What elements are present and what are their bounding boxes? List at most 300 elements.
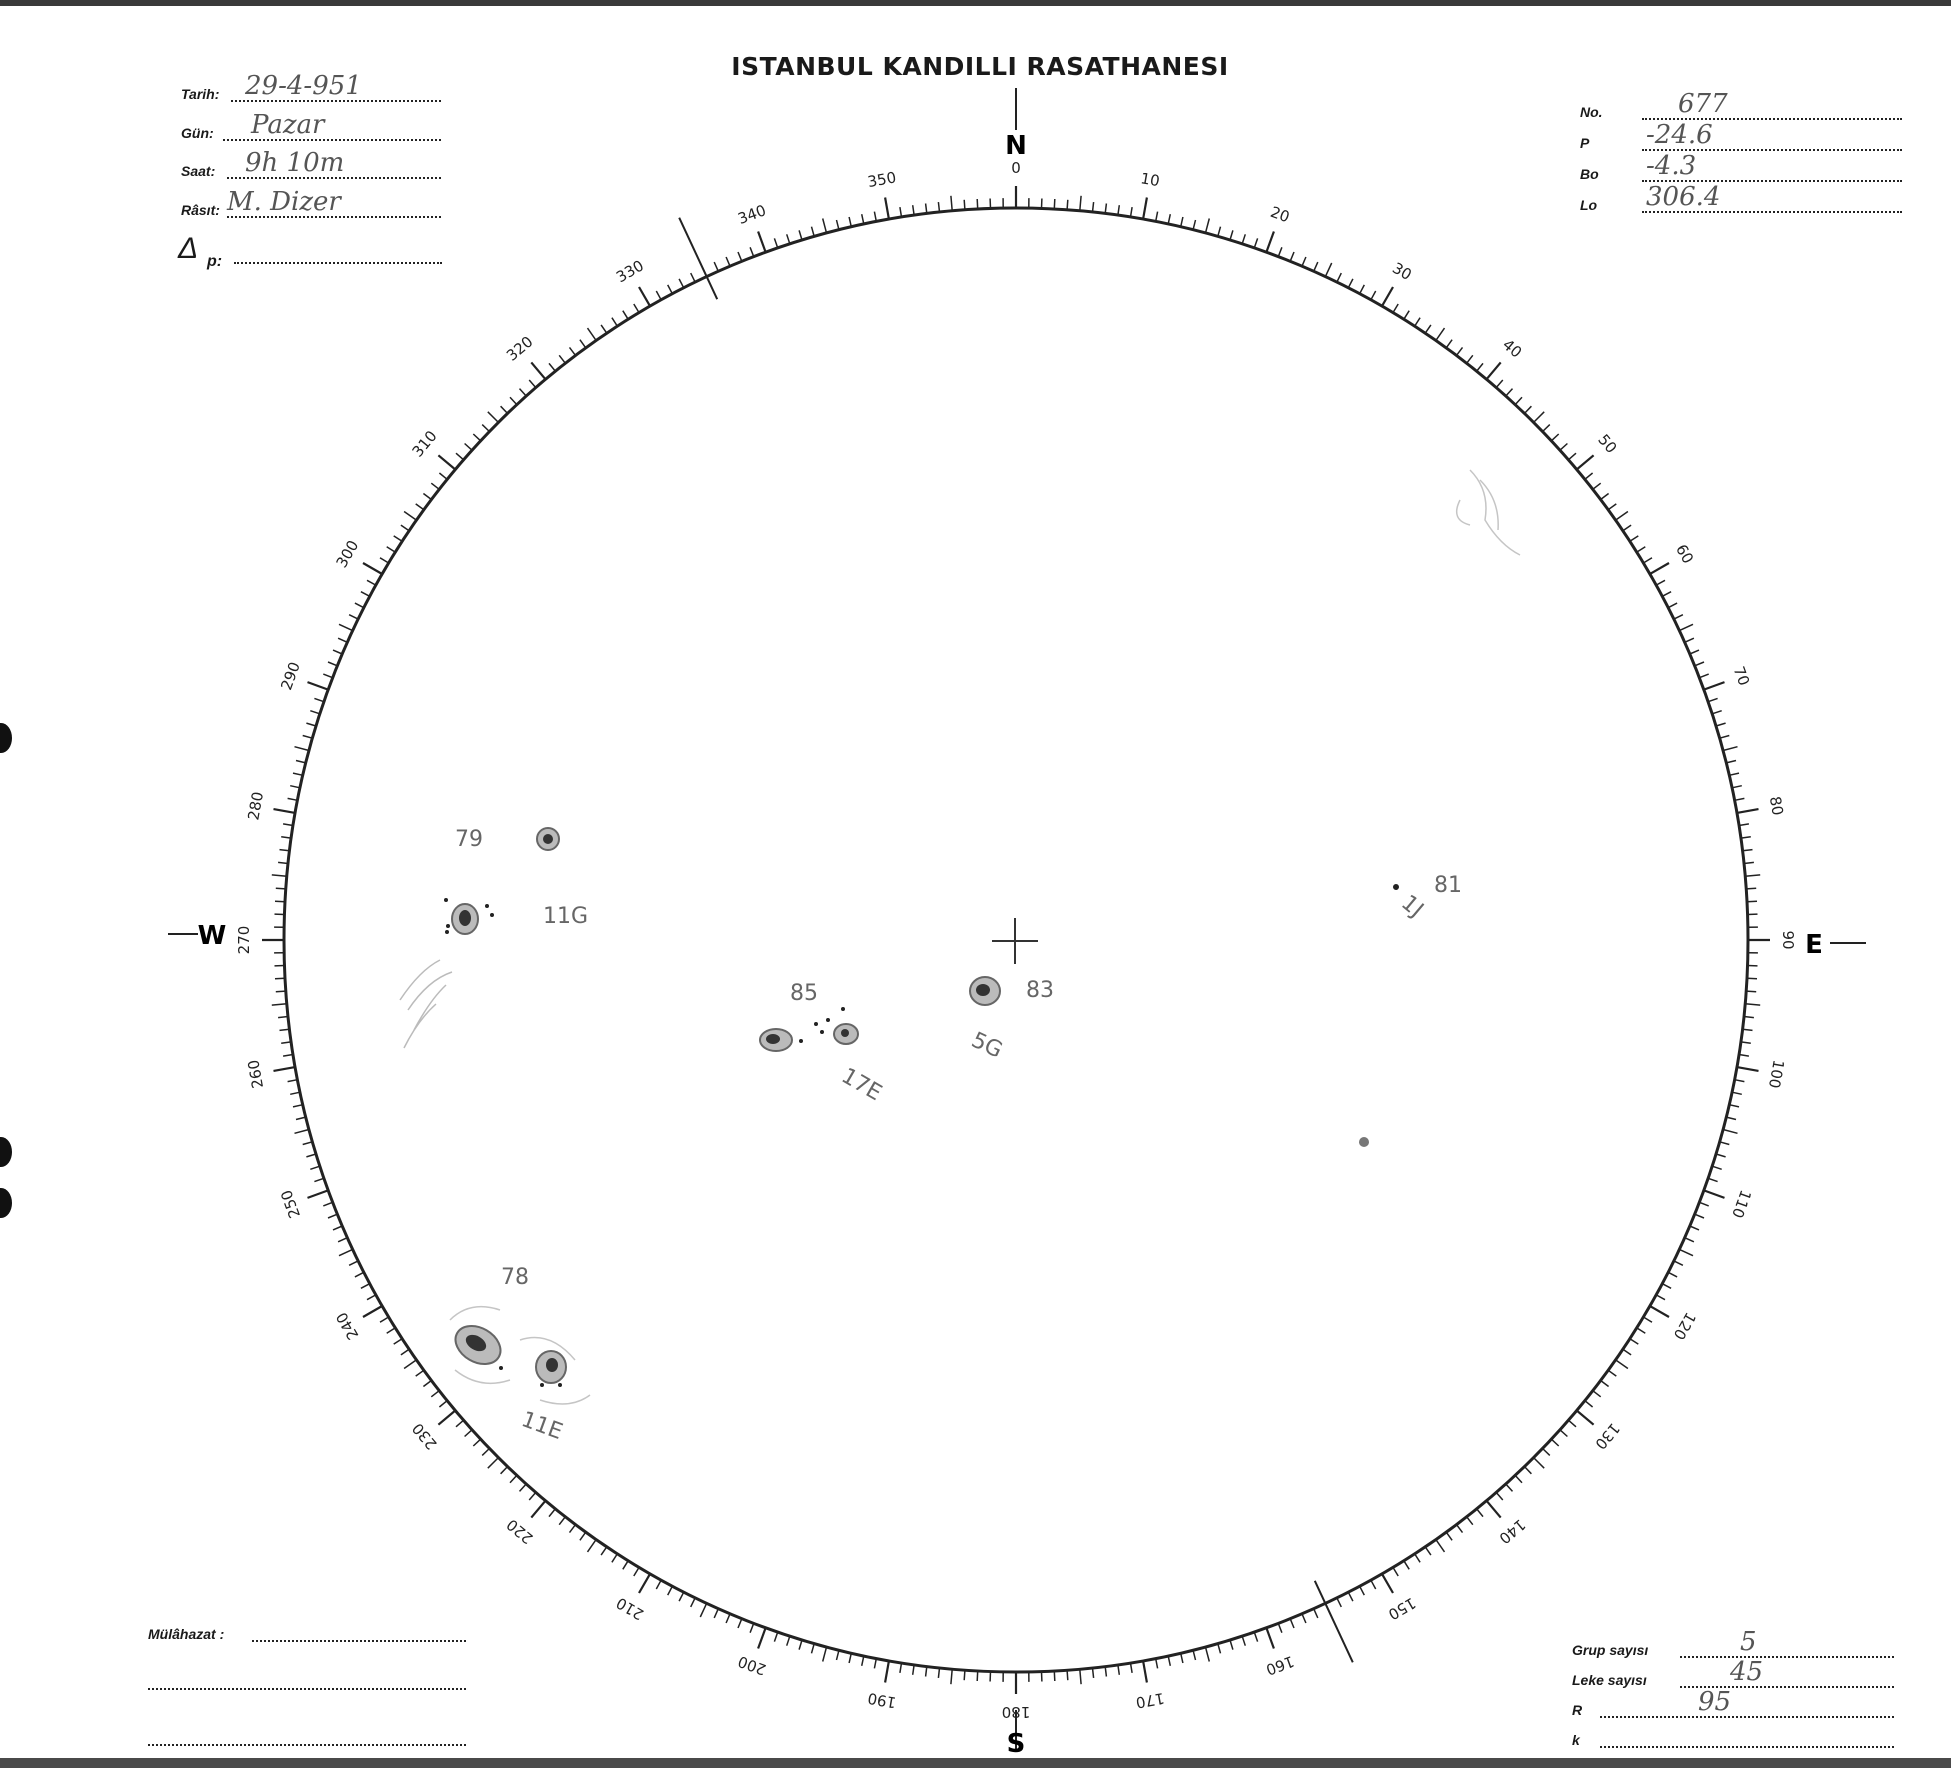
degree-tick [1551, 434, 1558, 441]
degree-tick [283, 1055, 293, 1057]
degree-label: 70 [1729, 663, 1754, 689]
degree-label: 320 [503, 332, 537, 365]
degree-tick [339, 1249, 353, 1255]
degree-tick [488, 1458, 499, 1469]
degree-tick [1534, 412, 1545, 423]
south-label: S [1006, 1729, 1026, 1759]
degree-tick [1623, 525, 1631, 531]
degree-tick [520, 389, 527, 396]
l0-label: Lo [1580, 197, 1598, 213]
degree-tick [1739, 1055, 1749, 1057]
degree-tick [510, 1475, 517, 1482]
degree-tick [738, 252, 742, 261]
east-label: E [1805, 930, 1823, 960]
p-label: P [1580, 135, 1590, 151]
degree-tick [1193, 1650, 1195, 1660]
degree-tick [1679, 1249, 1693, 1255]
sunspot-group-11g [400, 898, 494, 1048]
degree-tick [387, 1328, 396, 1333]
degree-tick [1325, 263, 1331, 277]
degree-tick [1525, 1467, 1532, 1474]
degree-tick [1704, 1190, 1725, 1198]
degree-tick [623, 311, 628, 320]
degree-tick [1577, 1411, 1594, 1425]
l0-value: 306.4 [1646, 182, 1721, 212]
degree-tick [874, 1659, 876, 1669]
degree-tick [1735, 798, 1745, 800]
degree-tick [938, 1668, 939, 1678]
degree-label: 80 [1765, 794, 1787, 817]
degree-tick [1156, 212, 1158, 222]
delta-symbol: Δ [178, 232, 199, 265]
degree-tick [1741, 1042, 1751, 1043]
degree-label: 20 [1267, 202, 1293, 227]
degree-tick [900, 207, 902, 217]
degree-tick [951, 196, 952, 211]
degree-tick [580, 1532, 586, 1540]
degree-label: 100 [1764, 1058, 1788, 1090]
degree-tick [295, 1130, 309, 1134]
degree-tick [787, 234, 790, 244]
sunspot-group-83 [970, 977, 1000, 1005]
degree-tick [1278, 247, 1282, 256]
day-value: Pazar [251, 110, 325, 140]
degree-tick [601, 325, 607, 333]
delta-p-label: p: [207, 253, 223, 270]
degree-tick [404, 1360, 416, 1369]
group-78-label: 78 [501, 1265, 529, 1290]
degree-tick [1487, 362, 1501, 379]
degree-tick [601, 1547, 607, 1555]
degree-tick [758, 1628, 766, 1649]
degree-tick [416, 504, 424, 510]
north-label: N [1005, 131, 1027, 161]
degree-tick [1593, 483, 1601, 489]
degree-tick [281, 837, 291, 838]
degree-tick [1723, 1130, 1737, 1134]
degree-tick [1744, 1017, 1754, 1018]
degree-label: 140 [1495, 1515, 1529, 1548]
degree-tick [308, 682, 329, 690]
degree-tick [1477, 1509, 1483, 1517]
degree-label: 220 [503, 1515, 537, 1548]
degree-tick [1143, 198, 1147, 220]
degree-label: 330 [613, 256, 647, 287]
number-label: No. [1580, 104, 1603, 120]
degree-tick [900, 1663, 902, 1673]
degree-tick [1080, 196, 1081, 211]
degree-tick [1650, 563, 1669, 574]
group-1j-label: 1J [1396, 890, 1428, 923]
degree-label: 150 [1385, 1593, 1419, 1624]
degree-tick [1278, 1623, 1282, 1632]
degree-tick [1679, 624, 1693, 630]
degree-label: 30 [1389, 258, 1415, 284]
degree-tick [1477, 363, 1483, 371]
b0-label: Bo [1580, 166, 1599, 182]
degree-tick [559, 1517, 565, 1525]
degree-tick [323, 674, 332, 678]
remarks-line-2[interactable] [148, 1660, 466, 1694]
degree-label: 350 [866, 168, 898, 192]
degree-tick [295, 747, 309, 751]
degree-tick [612, 318, 617, 326]
degree-tick [290, 786, 300, 788]
degree-tick [1054, 199, 1055, 209]
degree-tick [639, 287, 650, 306]
spots-label: Leke sayısı [1572, 1672, 1647, 1688]
spots-value: 45 [1730, 1657, 1764, 1687]
degree-tick [1054, 1671, 1055, 1681]
degree-tick [275, 901, 285, 902]
degree-tick [738, 1619, 742, 1628]
degree-label: 290 [277, 659, 304, 693]
degree-tick [272, 875, 287, 876]
degree-tick [1745, 875, 1760, 876]
degree-tick [1143, 1661, 1147, 1683]
degree-tick [1404, 311, 1409, 320]
degree-tick [823, 219, 827, 233]
degree-tick [1436, 1540, 1445, 1552]
degree-tick [281, 1042, 291, 1043]
degree-tick [559, 355, 565, 363]
degree-tick [501, 1467, 508, 1474]
r-field[interactable] [1572, 1688, 1894, 1722]
degree-tick [1266, 232, 1274, 253]
degree-tick [323, 1202, 332, 1206]
degree-tick [977, 199, 978, 209]
degree-tick [274, 809, 296, 813]
degree-tick [1735, 1080, 1745, 1082]
degree-tick [1382, 1574, 1393, 1593]
degree-tick [1560, 1430, 1567, 1437]
degree-tick [296, 1117, 306, 1119]
degree-label: 10 [1139, 169, 1162, 191]
remarks-line-3[interactable] [148, 1716, 466, 1750]
degree-tick [431, 1391, 439, 1397]
west-label: W [197, 921, 227, 951]
degree-label: 40 [1499, 335, 1526, 362]
degree-tick [394, 536, 402, 541]
degree-tick [580, 340, 586, 348]
degree-tick [885, 1661, 889, 1683]
degree-tick [328, 1214, 337, 1218]
degree-tick [951, 1669, 952, 1684]
degree-tick [278, 862, 288, 863]
degree-tick [1131, 1663, 1133, 1673]
degree-tick [531, 362, 545, 379]
degree-tick [1487, 1501, 1501, 1518]
degree-tick [913, 1665, 914, 1675]
degree-tick [482, 425, 489, 432]
degree-tick [1543, 1449, 1550, 1456]
degree-tick [473, 1439, 480, 1446]
degree-tick [1637, 1328, 1646, 1333]
groups-value: 5 [1740, 1627, 1757, 1657]
degree-tick [1156, 1659, 1158, 1669]
degree-tick [588, 1540, 597, 1552]
degree-label: 190 [866, 1688, 898, 1712]
date-label: Tarih: [181, 86, 220, 102]
degree-tick [1695, 662, 1704, 666]
degree-tick [404, 512, 416, 521]
degree-tick [787, 1636, 790, 1646]
degree-label: 260 [244, 1058, 268, 1090]
remarks-field[interactable] [148, 1612, 466, 1646]
degree-tick [1616, 1360, 1628, 1369]
center-crosshair [992, 918, 1038, 964]
degree-tick [1695, 1214, 1704, 1218]
degree-tick [1290, 252, 1294, 261]
degree-tick [465, 1430, 472, 1437]
time-label: Saat: [181, 163, 216, 179]
r-label: R [1572, 1702, 1583, 1718]
degree-label: 240 [332, 1309, 363, 1343]
degree-tick [1506, 389, 1513, 396]
degree-tick [488, 412, 499, 423]
sunspot-group-81 [1393, 884, 1399, 890]
degree-label: 170 [1134, 1688, 1166, 1712]
degree-tick [874, 212, 876, 222]
degree-tick [1712, 711, 1722, 714]
degree-tick [837, 1650, 839, 1660]
degree-tick [1732, 1092, 1742, 1094]
degree-tick [1168, 1656, 1170, 1666]
degree-tick [1577, 455, 1594, 469]
r-value: 95 [1698, 1687, 1732, 1717]
degree-tick [823, 1647, 827, 1661]
k-field[interactable] [1572, 1718, 1894, 1752]
degree-tick [510, 397, 517, 404]
degree-tick [290, 1092, 300, 1094]
observer-label: Râsıt: [181, 202, 220, 218]
degree-label: 300 [332, 537, 363, 571]
degree-tick [308, 1190, 329, 1198]
degree-tick [1744, 862, 1754, 863]
sunspot-group-79 [537, 828, 559, 850]
degree-tick [1506, 1484, 1513, 1491]
group-11g-label: 11G [543, 904, 589, 929]
group-79-label: 79 [455, 827, 483, 852]
degree-tick [862, 214, 864, 224]
degree-tick [439, 473, 447, 479]
group-11e-label: 11E [517, 1407, 566, 1445]
degree-tick [416, 1370, 424, 1376]
degree-label: 270 [235, 925, 253, 955]
degree-tick [549, 1509, 555, 1517]
degree-tick [1551, 1439, 1558, 1446]
degree-label: 0 [1011, 159, 1021, 177]
degree-tick [1266, 1628, 1274, 1649]
degree-tick [1290, 1619, 1294, 1628]
degree-tick [750, 247, 754, 256]
degree-label: 130 [1591, 1419, 1624, 1453]
degree-tick [885, 198, 889, 220]
degree-tick [1131, 207, 1133, 217]
degree-tick [1699, 674, 1708, 678]
degree-label: 90 [1779, 930, 1797, 950]
group-81-label: 81 [1434, 873, 1462, 898]
degree-label: 110 [1728, 1187, 1755, 1221]
degree-tick [328, 662, 337, 666]
spots-field[interactable] [1572, 1658, 1894, 1692]
degree-tick [1637, 547, 1646, 552]
time-value: 9h 10m [245, 148, 345, 178]
degree-tick [1415, 1554, 1420, 1562]
degree-label: 50 [1594, 430, 1621, 457]
remarks-label: Mülâhazat : [148, 1626, 225, 1642]
degree-tick [401, 1349, 409, 1355]
degree-tick [438, 455, 455, 469]
degree-label: 180 [1001, 1703, 1031, 1721]
degree-tick [1745, 1004, 1760, 1005]
degree-tick [1415, 318, 1420, 326]
sunspot-group-85 [760, 1007, 858, 1051]
degree-tick [977, 1671, 978, 1681]
degree-tick [1704, 682, 1725, 690]
degree-tick [1737, 1067, 1759, 1071]
degree-tick [1723, 747, 1737, 751]
degree-tick [401, 525, 409, 531]
degree-label: 200 [735, 1652, 769, 1679]
degree-tick [1650, 1306, 1669, 1317]
degree-tick [1242, 1636, 1245, 1646]
degree-tick [758, 232, 766, 253]
degree-tick [1726, 761, 1736, 763]
degree-tick [612, 1554, 617, 1562]
group-85-label: 85 [790, 981, 818, 1006]
degree-tick [1712, 1166, 1722, 1169]
degree-tick [296, 761, 306, 763]
degree-tick [1560, 444, 1567, 451]
number-value: 677 [1678, 89, 1728, 119]
degree-tick [623, 1561, 628, 1570]
degree-tick [310, 711, 320, 714]
degree-tick [363, 563, 382, 574]
degree-tick [1543, 425, 1550, 432]
degree-tick [520, 1484, 527, 1491]
degree-tick [465, 444, 472, 451]
degree-tick [278, 1017, 288, 1018]
degree-tick [837, 220, 839, 230]
degree-label: 60 [1672, 541, 1698, 567]
degree-tick [473, 434, 480, 441]
degree-tick [438, 1411, 455, 1425]
groups-label: Grup sayısı [1572, 1642, 1649, 1658]
degree-tick [1739, 824, 1749, 826]
degree-tick [1168, 214, 1170, 224]
degree-tick [363, 1306, 382, 1317]
group-5g-label: 5G [967, 1027, 1007, 1064]
degree-tick [913, 205, 914, 215]
degree-tick [1593, 1391, 1601, 1397]
group-17e-label: 17E [837, 1063, 886, 1107]
degree-label: 340 [735, 201, 769, 228]
degree-tick [750, 1623, 754, 1632]
isolated-spot [1359, 1137, 1369, 1147]
degree-tick [1726, 1117, 1736, 1119]
degree-tick [1425, 325, 1431, 333]
degree-tick [439, 1401, 447, 1407]
degree-tick [639, 1574, 650, 1593]
observatory-title: ISTANBUL KANDILLI RASATHANESI [731, 52, 1229, 81]
degree-tick [1741, 837, 1751, 838]
degree-tick [482, 1449, 489, 1456]
degree-tick [274, 1067, 296, 1071]
degree-tick [531, 1501, 545, 1518]
degree-tick [1608, 504, 1616, 510]
degree-tick [1404, 1561, 1409, 1570]
degree-label: 280 [244, 790, 268, 822]
day-label: Gün: [181, 125, 214, 141]
faculae-sketch [1457, 470, 1520, 555]
degree-tick [272, 1004, 287, 1005]
degree-tick [1585, 1401, 1593, 1407]
p-value: -24.6 [1646, 120, 1713, 150]
degree-label: 210 [613, 1593, 647, 1624]
degree-tick [1193, 220, 1195, 230]
degree-tick [1118, 1665, 1119, 1675]
degree-label: 120 [1669, 1309, 1700, 1343]
degree-tick [1699, 1202, 1708, 1206]
degree-tick [1732, 786, 1742, 788]
degree-tick [394, 1339, 402, 1344]
degree-tick [431, 483, 439, 489]
date-value: 29-4-951 [245, 71, 362, 101]
degree-tick [1080, 1669, 1081, 1684]
group-83-label: 83 [1026, 978, 1054, 1003]
degree-tick [1747, 901, 1757, 902]
degree-tick [1525, 406, 1532, 413]
degree-label: 160 [1263, 1652, 1297, 1679]
degree-tick [1425, 1547, 1431, 1555]
degree-label: 230 [408, 1419, 441, 1453]
degree-tick [1382, 287, 1393, 306]
degree-tick [1534, 1458, 1545, 1469]
degree-label: 310 [408, 427, 441, 461]
degree-tick [938, 202, 939, 212]
degree-label: 250 [277, 1187, 304, 1221]
degree-tick [387, 547, 396, 552]
degree-tick [1616, 512, 1628, 521]
degree-tick [1515, 1475, 1522, 1482]
degree-tick [275, 978, 285, 979]
degree-tick [283, 824, 293, 826]
sunspot-group-78 [449, 1307, 590, 1404]
observer-value: M. Dizer [227, 187, 341, 217]
degree-tick [1630, 536, 1638, 541]
degree-tick [1737, 809, 1759, 813]
degree-tick [288, 1080, 298, 1082]
degree-tick [700, 1603, 706, 1617]
degree-tick [588, 328, 597, 340]
degree-tick [1747, 978, 1757, 979]
degree-tick [1446, 340, 1452, 348]
degree-tick [1467, 355, 1473, 363]
degree-tick [1242, 234, 1245, 244]
degree-tick [1608, 1370, 1616, 1376]
degree-tick [1118, 205, 1119, 215]
degree-tick [1515, 397, 1522, 404]
degree-tick [288, 798, 298, 800]
degree-tick [862, 1656, 864, 1666]
degree-tick [1446, 1532, 1452, 1540]
degree-tick [1093, 1668, 1094, 1678]
degree-tick [1623, 1349, 1631, 1355]
degree-tick [1093, 202, 1094, 212]
degree-tick [339, 624, 353, 630]
degree-tick [1206, 1647, 1210, 1661]
